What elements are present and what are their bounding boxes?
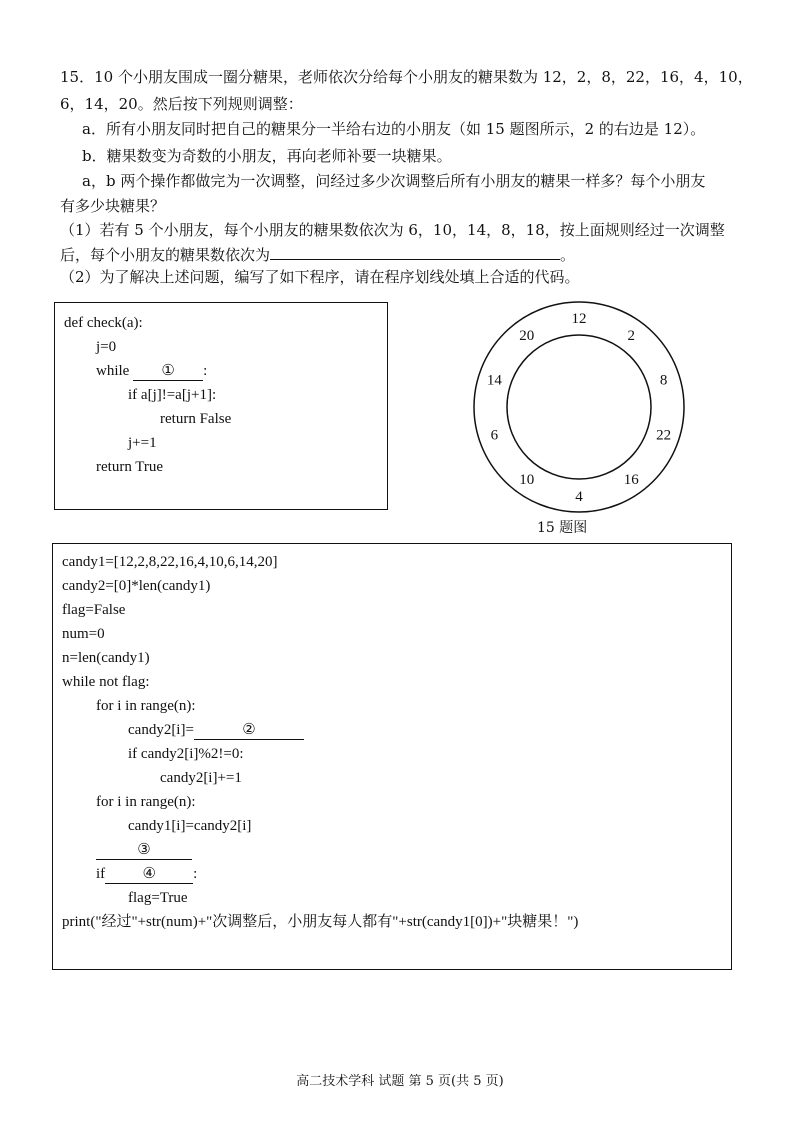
outer-circle [474, 302, 684, 512]
ring-number: 22 [656, 427, 672, 444]
figure-caption: 15 题图 [537, 520, 588, 536]
code-line-print: print("经过"+str(num)+"次调整后，小朋友每人都有"+str(candy1[0])+"块糖果！") [62, 914, 579, 930]
code-line: j+=1 [128, 435, 157, 451]
question-ask-line1: a，b 两个操作都做完为一次调整，问经过多少次调整后所有小朋友的糖果一样多？每个小朋友 [82, 172, 706, 190]
main-program-box [52, 543, 732, 970]
part1-line1: （1）若有 5 个小朋友，每个小朋友的糖果数依次为 6，10，14，8，18，按上面规则经过一次调整 [60, 221, 725, 239]
code-line: return True [96, 459, 164, 475]
code-blank-4[interactable]: ④ [105, 865, 193, 884]
answer-blank-part1[interactable] [270, 243, 560, 260]
ring-number: 20 [519, 328, 535, 344]
code-text: : [203, 363, 208, 379]
code-line: while not flag: [62, 674, 150, 690]
part1-prefix: 后，每个小朋友的糖果数依次为 [60, 246, 271, 264]
check-function-box [54, 302, 388, 510]
ring-number: 12 [571, 311, 587, 327]
candy-circle-figure [462, 296, 702, 518]
page-footer: 高二技术学科 试题 第 5 页(共 5 页) [296, 1074, 504, 1089]
code-line-if [96, 862, 197, 886]
code-line: for i in range(n): [96, 794, 196, 810]
ring-number: 8 [659, 372, 668, 389]
rule-b: b．糖果数变为奇数的小朋友，再向老师补要一块糖果。 [82, 147, 452, 165]
code-line: candy1[i]=candy2[i] [128, 818, 252, 834]
ring-number: 14 [486, 372, 502, 389]
code-line: def check(a): [64, 315, 143, 331]
code-line: candy2=[0]*len(candy1) [62, 578, 211, 594]
code-line: n=len(candy1) [62, 650, 150, 666]
code-line: candy1=[12,2,8,22,16,4,10,6,14,20] [62, 554, 278, 570]
code-line: for i in range(n): [96, 698, 196, 714]
code-blank-2[interactable]: ② [194, 721, 304, 740]
code-blank-1[interactable]: ① [133, 362, 203, 381]
code-line-blank3 [96, 838, 192, 862]
part1-line2 [60, 243, 575, 265]
ring-number: 10 [519, 472, 535, 488]
code-line: num=0 [62, 626, 105, 642]
question-ask-line2: 有多少块糖果？ [60, 197, 166, 215]
code-text: candy2[i]= [128, 722, 194, 738]
code-line: return False [160, 411, 232, 427]
part1-suffix: 。 [560, 246, 576, 264]
rule-a: a．所有小朋友同时把自己的糖果分一半给右边的小朋友（如 15 题图所示，2 的右边是 12）。 [82, 120, 706, 138]
ring-number: 2 [627, 328, 636, 344]
question-intro-line1: 15．10 个小朋友围成一圈分糖果，老师依次分给每个小朋友的糖果数为 12，2，8，22，16，4，10， [60, 68, 753, 86]
ring-number: 6 [490, 427, 499, 444]
inner-circle [507, 335, 651, 479]
code-text: while [96, 363, 134, 379]
code-line: if a[j]!=a[j+1]: [128, 387, 217, 403]
code-line: flag=True [128, 890, 188, 906]
code-text: : [193, 866, 198, 882]
ring-number: 16 [623, 472, 639, 488]
part2-text: （2）为了解决上述问题，编写了如下程序，请在程序划线处填上合适的代码。 [60, 268, 580, 286]
ring-number: 4 [575, 489, 583, 505]
code-line: j=0 [96, 339, 117, 355]
code-line: flag=False [62, 602, 126, 618]
code-line: candy2[i]+=1 [160, 770, 242, 786]
code-line-candy2-assign [128, 718, 304, 742]
code-text: if [96, 866, 106, 882]
code-blank-3[interactable]: ③ [96, 841, 192, 860]
question-intro-line2: 6，14，20。然后按下列规则调整： [60, 95, 303, 113]
code-line-while [96, 359, 207, 383]
code-line: if candy2[i]%2!=0: [128, 746, 244, 762]
